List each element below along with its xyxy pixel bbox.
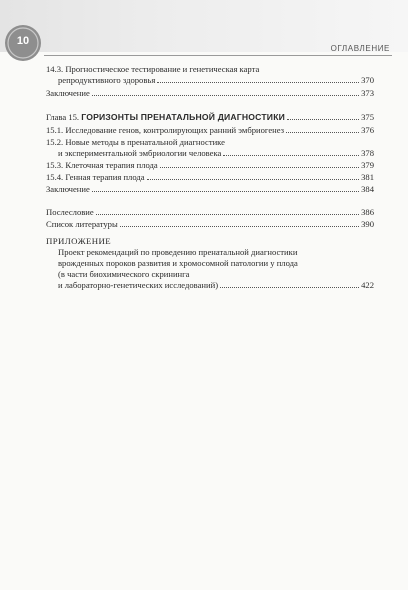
leader-dots (157, 81, 359, 83)
toc-entry-page: 381 (361, 172, 374, 182)
toc-entry-page: 422 (361, 280, 374, 290)
toc-entry-label: и лабораторно-генетических исследований) (58, 280, 219, 290)
toc-entry-page: 370 (361, 75, 374, 85)
toc-entry-conclusion-14[interactable] (46, 88, 374, 99)
toc-entry-15-3[interactable] (46, 160, 374, 171)
chapter-prefix: Глава 15. (46, 112, 80, 122)
toc-entry-label: 15.4. Генная терапия плода (46, 172, 145, 182)
toc-entry-15-4[interactable] (46, 172, 374, 183)
chapter-title: ГОРИЗОНТЫ ПРЕНАТАЛЬНОЙ ДИАГНОСТИКИ (81, 112, 286, 122)
toc-entry-14-3[interactable] (58, 75, 374, 86)
toc-entry-page: 376 (361, 125, 374, 135)
toc-entry-label: Список литературы (46, 219, 118, 229)
toc-entry-label: 15.1. Исследование генов, контролирующих ранний эмбриогенез (46, 125, 285, 135)
leader-dots (92, 190, 359, 192)
toc-entry-15-1[interactable] (46, 125, 374, 136)
leader-dots (96, 213, 359, 215)
toc-entry-afterword[interactable] (46, 207, 374, 218)
leader-dots (223, 154, 359, 156)
leader-dots (92, 94, 359, 96)
toc-entry-label: Заключение (46, 88, 90, 98)
toc-entry-page: 384 (361, 184, 374, 194)
page-number: 10 (16, 35, 30, 47)
toc-entry-label: репродуктивного здоровья (58, 75, 156, 85)
appendix-heading: ПРИЛОЖЕНИЕ (46, 236, 112, 246)
toc-entry-14-3-line1: 14.3. Прогностическое тестирование и генетическая карта (46, 64, 260, 74)
toc-entry-label: и экспериментальной эмбриологии человека (58, 148, 222, 158)
toc-entry-page: 378 (361, 148, 374, 158)
toc-entry-label: Заключение (46, 184, 90, 194)
toc-entry-references[interactable] (46, 219, 374, 230)
leader-dots (120, 225, 359, 227)
toc-entry-label: Послесловие (46, 207, 94, 217)
toc-entry-appendix[interactable] (58, 280, 374, 291)
toc-entry-page: 390 (361, 219, 374, 229)
toc-entry-page: 373 (361, 88, 374, 98)
toc-entry-15-2-line1: 15.2. Новые методы в пренатальной диагностике (46, 137, 225, 147)
appendix-line3: (в части биохимического скрининга (58, 269, 190, 279)
leader-dots (220, 286, 359, 288)
toc-entry-conclusion-15[interactable] (46, 184, 374, 195)
section-title: ОГЛАВЛЕНИЕ (330, 44, 390, 53)
toc-chapter-15[interactable] (46, 112, 374, 123)
toc-entry-label: 15.3. Клеточная терапия плода (46, 160, 158, 170)
toc-entry-page: 386 (361, 207, 374, 217)
toc-entry-15-2[interactable] (58, 148, 374, 159)
leader-dots (287, 118, 359, 120)
toc-entry-page: 379 (361, 160, 374, 170)
appendix-line2: врожденных пороков развития и хромосомной патологии у плода (58, 258, 298, 268)
leader-dots (286, 131, 359, 133)
leader-dots (147, 178, 360, 180)
appendix-line1: Проект рекомендаций по проведению пренатальной диагностики (58, 247, 298, 257)
leader-dots (160, 166, 359, 168)
toc-entry-page: 375 (361, 112, 374, 122)
